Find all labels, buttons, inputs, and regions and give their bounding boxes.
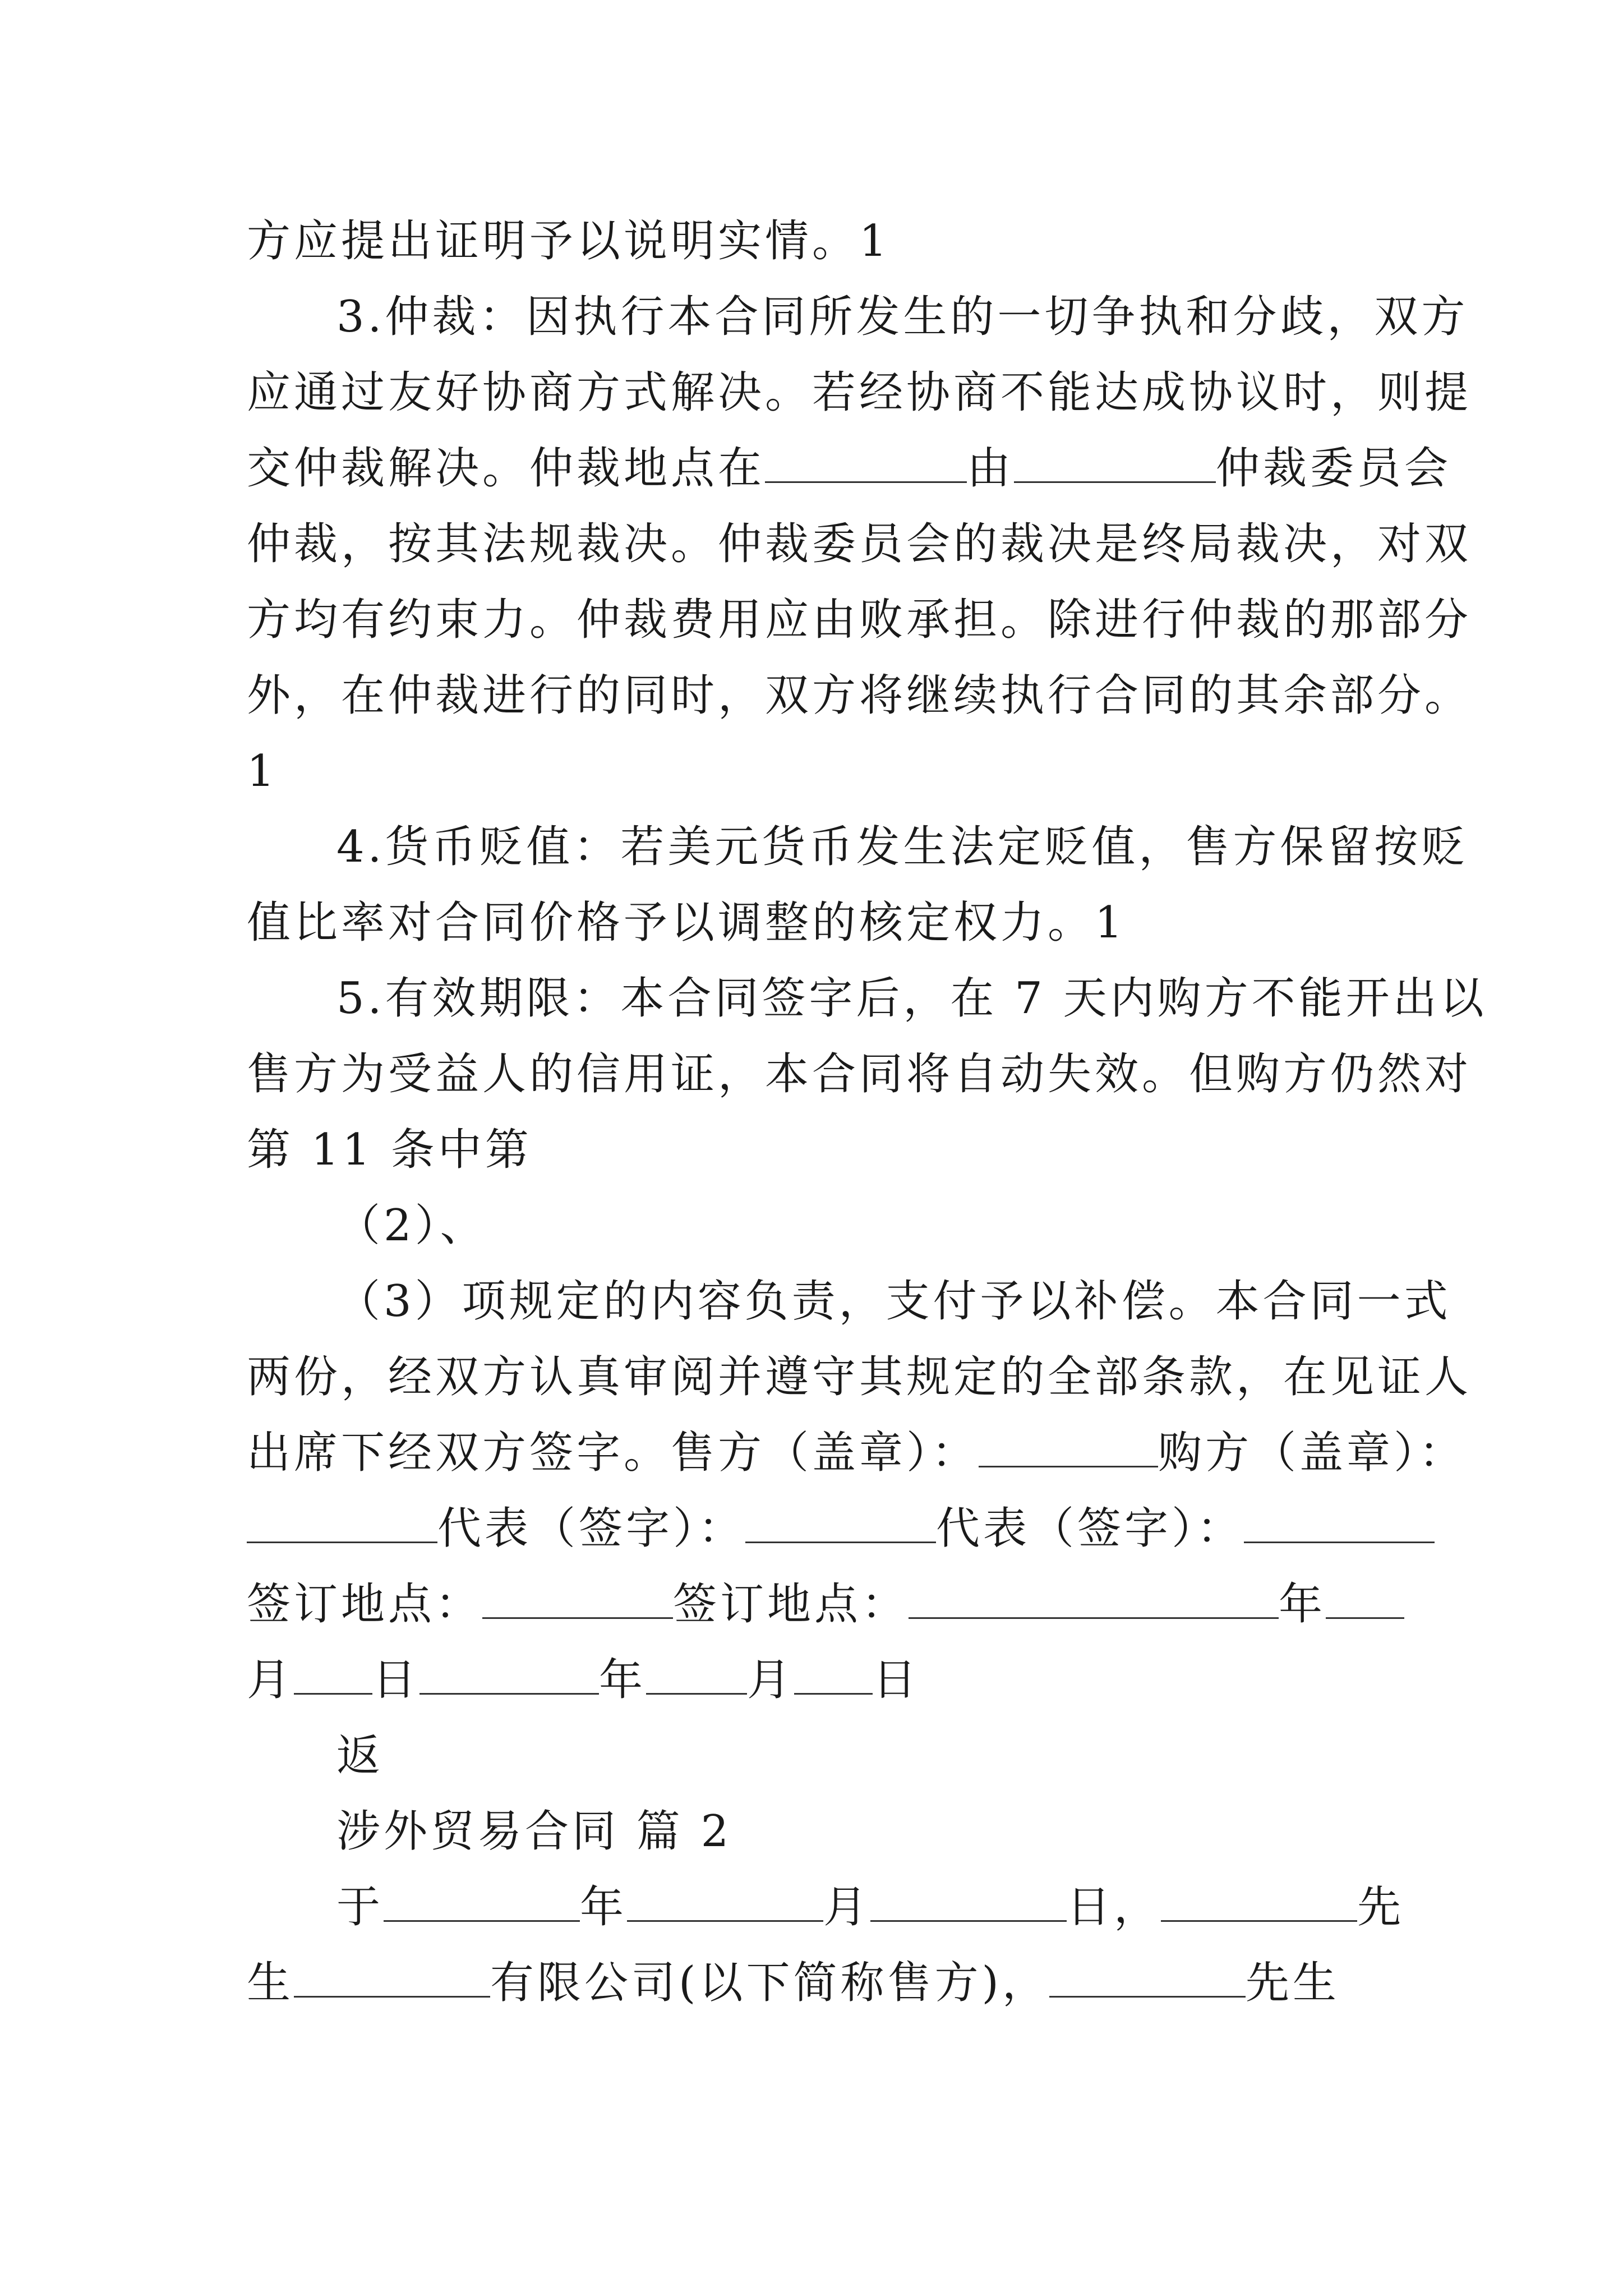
- blank-field: [294, 1654, 372, 1695]
- blank-field: [482, 1578, 673, 1619]
- text-line: [336, 1273, 1451, 1329]
- text-segment: 年: [599, 1655, 647, 1705]
- blank-field: [1161, 1881, 1357, 1922]
- blank-field: [247, 1502, 437, 1543]
- text-line: [336, 1879, 1404, 1935]
- blank-field: [1326, 1578, 1404, 1619]
- text-segment: 日，: [1067, 1882, 1161, 1932]
- text-line: [247, 516, 1472, 572]
- text-segment: 涉外贸易合同 篇 2: [336, 1806, 732, 1857]
- text-segment: 有限公司(以下简称售方)，: [490, 1958, 1049, 2008]
- blank-field: [745, 1502, 936, 1543]
- section-heading: [336, 1803, 732, 1860]
- text-segment: 值比率对合同价格予以调整的核定权力。1: [247, 898, 1126, 948]
- text-segment: 签订地点：: [673, 1579, 909, 1630]
- blank-field: [419, 1654, 599, 1695]
- text-line: [247, 895, 1126, 951]
- text-line: [247, 668, 1472, 724]
- text-segment: 外，在仲裁进行的同时，双方将继续执行合同的其余部分。: [247, 670, 1472, 721]
- text-segment: 方均有约束力。仲裁费用应由败承担。除进行仲裁的那部分: [247, 595, 1472, 645]
- text-segment: （2）、: [336, 1200, 487, 1251]
- text-segment: 3.仲裁：因执行本合同所发生的一切争执和分歧，双方: [336, 292, 1469, 342]
- text-segment: 方应提出证明予以说明实情。1: [247, 216, 891, 266]
- blank-field: [909, 1578, 1279, 1619]
- text-segment: 年: [580, 1882, 628, 1932]
- text-line: [336, 819, 1468, 875]
- text-segment: 两份，经双方认真审阅并遵守其规定的全部条款，在见证人: [247, 1352, 1472, 1402]
- text-line: [336, 970, 1487, 1027]
- blank-field: [1049, 1957, 1246, 1998]
- text-line: [247, 1122, 532, 1178]
- text-line: [247, 213, 891, 269]
- blank-field: [1014, 442, 1216, 483]
- text-segment: 签订地点：: [247, 1579, 483, 1630]
- text-segment: 先生: [1245, 1958, 1340, 2008]
- text-segment: 日: [873, 1655, 920, 1705]
- blank-field: [294, 1957, 490, 1998]
- blank-field: [384, 1881, 580, 1922]
- text-segment: 1: [247, 746, 278, 797]
- text-segment: 售方为受益人的信用证，本合同将自动失效。但购方仍然对: [247, 1049, 1472, 1099]
- text-segment: 第 11 条中第: [247, 1125, 532, 1175]
- text-segment: 出席下经双方签字。售方（盖章）：: [247, 1428, 979, 1478]
- text-segment: 生: [247, 1958, 294, 2008]
- text-line: [247, 1349, 1472, 1405]
- blank-field: [765, 442, 967, 483]
- text-segment: 先: [1357, 1882, 1405, 1932]
- text-segment: 4.货币贬值：若美元货币发生法定贬值，售方保留按贬: [336, 822, 1469, 872]
- blank-field: [870, 1881, 1067, 1922]
- text-line: [336, 1198, 487, 1254]
- text-line: [247, 592, 1472, 648]
- text-segment: 5.有效期限：本合同签字后，在 7 天内购方不能开出以: [336, 973, 1487, 1024]
- text-segment: 应通过友好协商方式解决。若经协商不能达成协议时，则提: [247, 367, 1472, 418]
- text-segment: 月: [823, 1882, 871, 1932]
- text-segment: 代表（签字）：: [437, 1503, 746, 1554]
- text-line: [247, 1652, 920, 1708]
- text-line: [247, 1955, 1340, 2011]
- text-line: [247, 1501, 1435, 1557]
- blank-field: [794, 1654, 873, 1695]
- text-segment: 于: [336, 1882, 384, 1932]
- text-segment: 代表（签字）：: [936, 1503, 1244, 1554]
- text-segment: 月: [247, 1655, 294, 1705]
- text-line: [247, 1046, 1472, 1102]
- text-line: [336, 1728, 384, 1784]
- text-segment: 仲裁委员会: [1216, 443, 1452, 494]
- text-segment: 交仲裁解决。仲裁地点在: [247, 443, 766, 494]
- text-line: [247, 1425, 1466, 1481]
- blank-field: [1244, 1502, 1435, 1543]
- blank-field: [627, 1881, 823, 1922]
- text-segment: 返: [336, 1731, 384, 1781]
- text-line: [247, 365, 1472, 421]
- text-segment: 年: [1279, 1579, 1326, 1630]
- text-segment: 由: [967, 443, 1015, 494]
- text-segment: 仲裁，按其法规裁决。仲裁委员会的裁决是终局裁决，对双: [247, 519, 1472, 569]
- text-line: [247, 440, 1451, 496]
- text-segment: 月: [747, 1655, 795, 1705]
- text-line: [336, 289, 1468, 345]
- blank-field: [646, 1654, 747, 1695]
- text-line: [247, 743, 278, 799]
- text-segment: 日: [372, 1655, 420, 1705]
- blank-field: [979, 1427, 1158, 1467]
- text-line: [247, 1576, 1404, 1632]
- text-segment: （3）项规定的内容负责，支付予以补偿。本合同一式: [336, 1276, 1451, 1327]
- text-segment: 购方（盖章）：: [1158, 1428, 1467, 1478]
